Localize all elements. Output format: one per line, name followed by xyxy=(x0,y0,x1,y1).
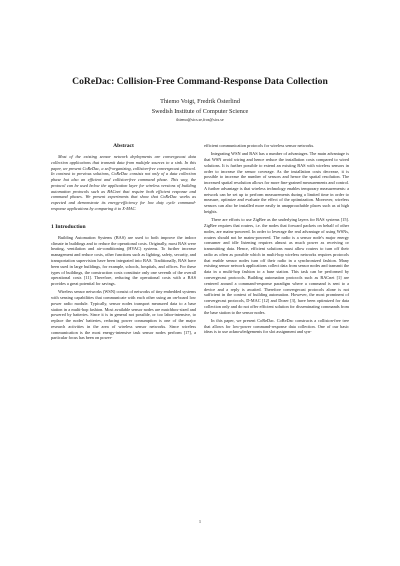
affiliation: Swedish Institute of Computer Science xyxy=(151,107,249,115)
abstract-heading: Abstract xyxy=(113,143,134,149)
author-email: thiemo@sics.se,fros@sics.se xyxy=(176,117,224,123)
right-column xyxy=(204,143,349,335)
page-number: 1 xyxy=(198,519,202,524)
abstract xyxy=(51,154,196,212)
body-paragraph: There are efforts to use ZigBee as the underlying layers for BAS systems [15]. ZigBee requires that routers, i.e. the nodes that forward packets on behalf of other nodes, are mains-powered. In order to leverage the real advantage of using WSNs, routers should not be mains-powered. The radio is a sensor node's major energy consumer and idle listening requires almost as much power as receiving or transmitting data. Hence, efficient solutions must allow routers to turn off their radio as often as possible which in multi-hop wireless networks requires protocols that enable sensor nodes turn off their radio in a synchronized fashion. Many existing sensor network applications collect data from sensor nodes and transmit the data in a multi-hop fashion to a base station. This task can be performed by convergecast protocols. Building automation protocols such as BACnet [1] are centered around a command-response paradigm where a command is sent to a device and a reply is awaited. Therefore convergecast protocols alone is not sufficient in the context of building automation. However, the most prominent of convergecast protocols, D-MAC [12] and Dozer [3], have been optimized for data collection only and do not offer efficient solution for disseminating commands from the base station to the sensor nodes. xyxy=(204,217,349,315)
body-paragraph: efficient communication protocols for wireless sensor networks. xyxy=(204,143,315,148)
author-block xyxy=(0,97,400,123)
section-heading-introduction: 1 Introduction xyxy=(51,223,86,230)
body-paragraph: Integrating WSN and BAS has a number of advantages. The main advantage is that WSN avoid wiring and hence reduce the installation costs compared to wired solutions. It is further possible to extend an existing BAS with wireless sensors in order to increase the sensor coverage. As the installation costs decrease, it is possible to increase the number of sensors and hence the spatial resolution. The increased spatial resolution allows for more fine-grained measurements and control. A further advantage is that wireless technology enables temporary measurements: a network can be set up to perform measurements during a limited time in order to measure, optimize and evaluate the effect of the optimization. Moreover, wireless sensors can also be installed more easily in unapproachable places such as at high heights. xyxy=(204,151,349,214)
body-paragraph: Wireless sensor networks (WSN) consist of networks of tiny embedded systems with sensing capabilities that communicate with each other using an on-board low power radio module. Typically, sensor nodes transport measured data to a base station in a multi-hop fashion. Most available sensor nodes are matchbox-sized and powered by batteries. Since it is in general not possible, or too labor-intensive, to replace the nodes' batteries, reducing power consumption is one of the major research activities in the area of wireless sensor networks. Since wireless communication is the most energy-intensive task sensor nodes perform [17], a particular focus has been on power- xyxy=(51,289,196,341)
body-paragraph: In this paper, we present CoReDac. CoReDac constructs a collision-free tree that allows for low-power command-response data collection. One of our basic ideas is to use acknowledgements for slot assignment and syn- xyxy=(204,317,349,335)
abstract-text: Most of the existing sensor network deployments are convergecast data collection applications that transmit data from multiple sources to a sink. In this paper, we present CoReDac, a self-organizing, collision-free convergecast protocol. In contrast to previous solutions, CoReDac consists not only of a data collection phase but also an efficient and collision-free command phase. This way, the protocol can be used below the application layer for wireless versions of building automation protocols such as BACnet that require both efficient response and command phases. We present experiments that show that CoReDac works as expected and demonstrate its energy-efficiency for low duty cycle command-response applications by comparing it to X-MAC. xyxy=(51,154,196,212)
body-paragraph: Building Automation Systems (BAS) are used to both improve the indoor climate in buildings and to reduce the operational costs. Originally, most BAS were heating, ventilation and air-conditioning (HVAC) systems. To further increase management and reduce costs, other functions such as lighting, safety, security, and transportation supervision have been integrated into BAS. Traditionally, BAS have been used in large buildings, for example, schools, hospitals, and offices. For these types of buildings, the construction costs constitute only one seventh of the overall operational costs [11]. Therefore, reducing the operational costs with a BAS provides a great potential for savings. xyxy=(51,234,196,287)
author-names: Thiemo Voigt, Fredrik Österlind xyxy=(160,98,240,105)
paper-title: CoReDac: Collision-Free Command-Response Data Collection xyxy=(72,76,328,87)
left-column xyxy=(51,143,196,341)
